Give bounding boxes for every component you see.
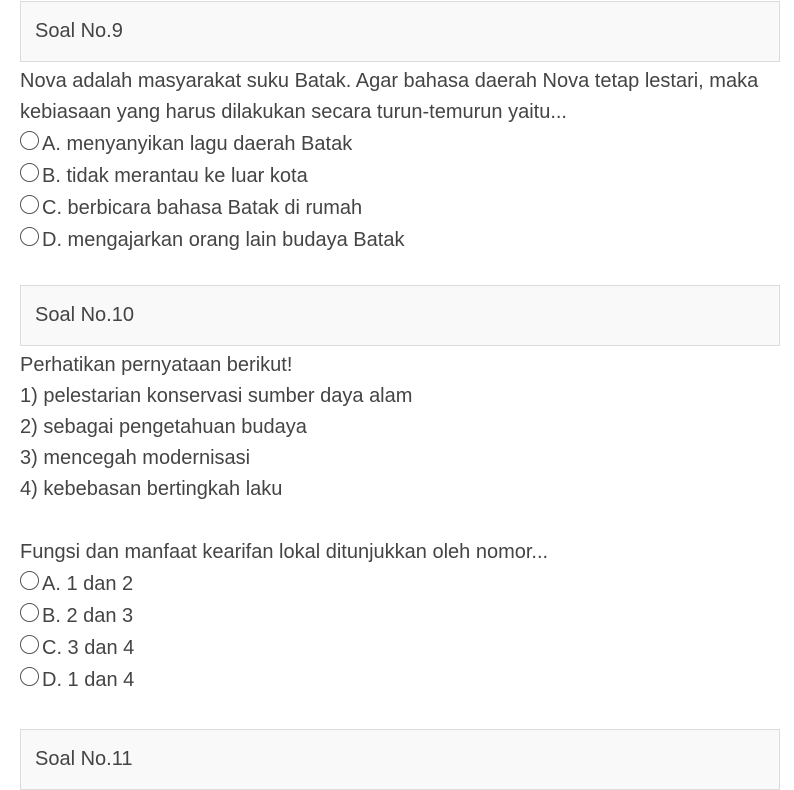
radio-button-icon[interactable]: [20, 667, 39, 686]
option-label: D. mengajarkan orang lain budaya Batak: [42, 228, 405, 251]
question-number: Soal No.10: [35, 304, 134, 326]
option-label: B. tidak merantau ke luar kota: [42, 164, 308, 187]
question-body: [20, 350, 780, 568]
statement-item: 4) kebebasan bertingkah laku: [20, 478, 283, 500]
radio-button-icon[interactable]: [20, 163, 39, 182]
question-header: [20, 1, 780, 62]
question-text: Nova adalah masyarakat suku Batak. Agar bahasa daerah Nova tetap lestari, maka kebiasaan yang harus dilakukan secara turun-temurun yaitu...: [20, 70, 759, 123]
question-9: [20, 1, 780, 256]
option-label: C. berbicara bahasa Batak di rumah: [42, 196, 363, 219]
question-number: Soal No.11: [35, 748, 133, 770]
radio-button-icon[interactable]: [20, 603, 39, 622]
radio-button-icon[interactable]: [20, 571, 39, 590]
question-text: Fungsi dan manfaat kearifan lokal ditunjukkan oleh nomor...: [20, 541, 549, 563]
question-header: [20, 729, 780, 790]
question-header: [20, 285, 780, 346]
option-label: D. 1 dan 4: [42, 668, 135, 691]
option-label: B. 2 dan 3: [42, 604, 134, 627]
spacer: [20, 505, 780, 537]
answer-options: [20, 568, 780, 696]
radio-button-icon[interactable]: [20, 195, 39, 214]
question-10: [20, 285, 780, 696]
statement-item: 3) mencegah modernisasi: [20, 447, 251, 469]
option-label: C. 3 dan 4: [42, 636, 135, 659]
option-label: A. 1 dan 2: [42, 572, 134, 595]
answer-option-c[interactable]: [20, 632, 780, 664]
option-label: A. menyanyikan lagu daerah Batak: [42, 132, 353, 155]
answer-option-a[interactable]: [20, 568, 780, 600]
answer-option-d[interactable]: [20, 224, 780, 256]
statement-item: 2) sebagai pengetahuan budaya: [20, 416, 307, 438]
answer-option-d[interactable]: [20, 664, 780, 696]
answer-option-b[interactable]: [20, 600, 780, 632]
answer-option-b[interactable]: [20, 160, 780, 192]
answer-options: [20, 128, 780, 256]
answer-option-c[interactable]: [20, 192, 780, 224]
radio-button-icon[interactable]: [20, 227, 39, 246]
radio-button-icon[interactable]: [20, 131, 39, 150]
question-intro: Perhatikan pernyataan berikut!: [20, 354, 293, 376]
statement-item: 1) pelestarian konservasi sumber daya alam: [20, 385, 413, 407]
question-number: Soal No.9: [35, 20, 123, 42]
answer-option-a[interactable]: [20, 128, 780, 160]
radio-button-icon[interactable]: [20, 635, 39, 654]
question-11: [20, 729, 780, 790]
question-body: [20, 66, 780, 128]
